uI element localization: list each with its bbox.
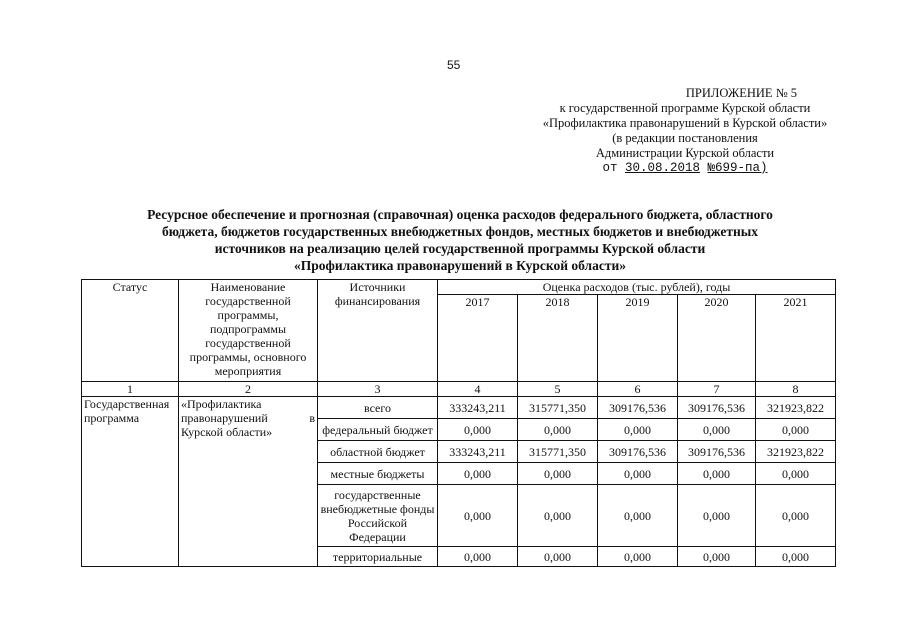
value-cell: 309176,536 bbox=[598, 441, 678, 463]
column-number: 6 bbox=[598, 382, 678, 397]
value-cell: 309176,536 bbox=[678, 397, 756, 419]
value-cell: 315771,350 bbox=[518, 441, 598, 463]
source-cell: всего bbox=[318, 397, 438, 419]
decree-date: 30.08.2018 bbox=[624, 161, 700, 175]
value-cell: 0,000 bbox=[756, 463, 836, 485]
decree-number: 699-па) bbox=[715, 161, 768, 175]
source-cell: государственные внебюджетные фонды Российской Федерации bbox=[318, 485, 438, 547]
date-prefix: от bbox=[602, 161, 618, 175]
value-cell: 333243,211 bbox=[438, 441, 518, 463]
decree-date-line bbox=[520, 161, 850, 176]
header-year: 2018 bbox=[518, 295, 598, 382]
column-number: 4 bbox=[438, 382, 518, 397]
value-cell: 0,000 bbox=[518, 463, 598, 485]
status-cell: Государственная программа bbox=[82, 397, 179, 567]
appendix-line-4: Администрации Курской области bbox=[595, 146, 775, 160]
heading-line-4: «Профилактика правонарушений в Курской области» bbox=[293, 258, 627, 273]
header-sources: Источники финансирования bbox=[318, 280, 438, 382]
value-cell: 0,000 bbox=[518, 485, 598, 547]
table-row bbox=[82, 397, 836, 419]
appendix-title: ПРИЛОЖЕНИЕ № 5 bbox=[685, 86, 797, 100]
header-status: Статус bbox=[82, 280, 179, 382]
column-number: 7 bbox=[678, 382, 756, 397]
column-number: 1 bbox=[82, 382, 179, 397]
source-cell: местные бюджеты bbox=[318, 463, 438, 485]
header-estimate: Оценка расходов (тыс. рублей), годы bbox=[438, 280, 836, 295]
column-number: 8 bbox=[756, 382, 836, 397]
value-cell: 0,000 bbox=[438, 463, 518, 485]
source-cell: территориальные bbox=[318, 547, 438, 567]
header-name: Наименование государственной программы, подпрограммы государственной программы, основного мероприятия bbox=[179, 280, 318, 382]
value-cell: 0,000 bbox=[678, 419, 756, 441]
header-year: 2017 bbox=[438, 295, 518, 382]
value-cell: 315771,350 bbox=[518, 397, 598, 419]
value-cell: 0,000 bbox=[438, 485, 518, 547]
page-number: 55 bbox=[447, 58, 461, 72]
heading-line-3: источников на реализацию целей государственной программы Курской области bbox=[214, 241, 706, 256]
value-cell: 0,000 bbox=[678, 485, 756, 547]
source-cell: федеральный бюджет bbox=[318, 419, 438, 441]
value-cell: 0,000 bbox=[518, 419, 598, 441]
column-number: 5 bbox=[518, 382, 598, 397]
value-cell: 0,000 bbox=[678, 547, 756, 567]
value-cell: 309176,536 bbox=[678, 441, 756, 463]
value-cell: 0,000 bbox=[756, 419, 836, 441]
value-cell: 0,000 bbox=[518, 547, 598, 567]
program-name-cell: «Профилактика правонарушений в Курской области» bbox=[179, 397, 318, 567]
value-cell: 0,000 bbox=[678, 463, 756, 485]
appendix-block bbox=[520, 86, 850, 176]
heading-line-1: Ресурсное обеспечение и прогнозная (справочная) оценка расходов федерального бюджета, областного bbox=[147, 207, 773, 222]
appendix-line-3: (в редакции постановления bbox=[612, 131, 758, 145]
value-cell: 0,000 bbox=[598, 547, 678, 567]
column-numbers-row bbox=[82, 382, 836, 397]
header-year: 2019 bbox=[598, 295, 678, 382]
value-cell: 0,000 bbox=[756, 547, 836, 567]
value-cell: 0,000 bbox=[438, 547, 518, 567]
number-prefix: № bbox=[707, 161, 716, 175]
value-cell: 0,000 bbox=[598, 463, 678, 485]
value-cell: 309176,536 bbox=[598, 397, 678, 419]
header-year: 2020 bbox=[678, 295, 756, 382]
header-row bbox=[82, 280, 836, 295]
value-cell: 321923,822 bbox=[756, 441, 836, 463]
value-cell: 0,000 bbox=[438, 419, 518, 441]
heading-line-2: бюджета, бюджетов государственных внебюджетных фондов, местных бюджетов и внебюджетных bbox=[161, 224, 759, 239]
appendix-line-1: к государственной программе Курской области bbox=[559, 101, 811, 115]
document-heading bbox=[60, 206, 860, 274]
value-cell: 0,000 bbox=[598, 419, 678, 441]
value-cell: 333243,211 bbox=[438, 397, 518, 419]
source-cell: областной бюджет bbox=[318, 441, 438, 463]
column-number: 3 bbox=[318, 382, 438, 397]
column-number: 2 bbox=[179, 382, 318, 397]
appendix-line-2: «Профилактика правонарушений в Курской области» bbox=[542, 116, 828, 130]
header-year: 2021 bbox=[756, 295, 836, 382]
value-cell: 0,000 bbox=[756, 485, 836, 547]
value-cell: 0,000 bbox=[598, 485, 678, 547]
resources-table bbox=[81, 279, 836, 567]
value-cell: 321923,822 bbox=[756, 397, 836, 419]
